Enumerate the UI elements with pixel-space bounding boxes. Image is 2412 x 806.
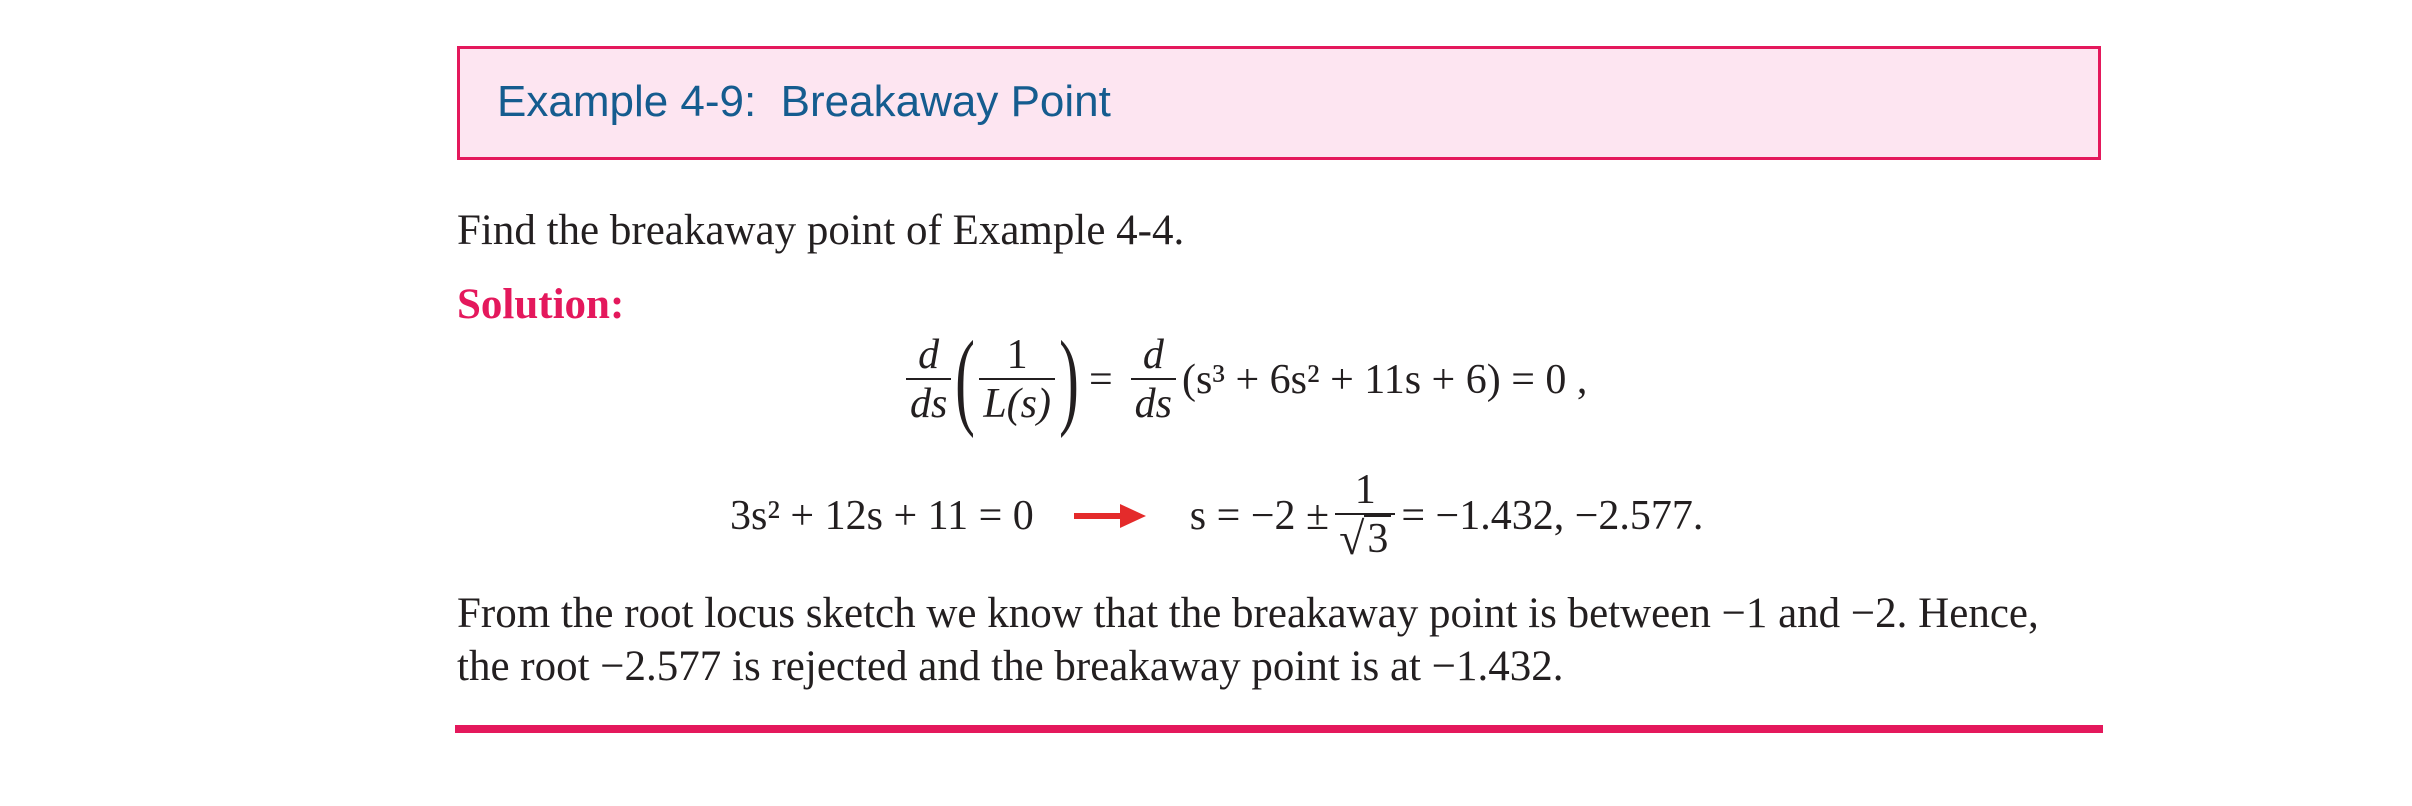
polynomial-expression: (s³ + 6s² + 11s + 6) = 0 , [1182,357,1588,403]
equals-sign: = [1088,357,1113,403]
open-paren: ( [955,320,976,439]
close-paren: ) [1059,320,1079,439]
fraction-d-ds-left: $\frac{d}{ds}$ [906,332,951,428]
quadratic-equation: 3s² + 12s + 11 = 0 [730,493,1034,539]
problem-statement: Find the breakaway point of Example 4-4. [457,207,1185,254]
fraction-1-over-L: $\frac{1}{L(s)}$ [979,332,1055,428]
equation-roots [730,456,1703,576]
example-title: Example 4-9: Breakaway Point [497,77,1111,126]
root-prefix: s = −2 ± [1189,493,1330,539]
right-arrow-icon [1074,496,1146,536]
bottom-divider [455,725,2103,733]
conclusion-line-1: From the root locus sketch we know that the breakaway point is between −1 and −2. Hence, [457,590,2039,637]
solution-label: Solution: [457,281,625,328]
example-title-box [457,46,2101,160]
conclusion-line-2: the root −2.577 is rejected and the breakaway point is at −1.432. [457,643,1564,690]
root-values: = −1.432, −2.577. [1401,493,1704,539]
sqrt-icon: √ 3 [1339,515,1391,561]
equation-derivative [900,320,1587,440]
fraction-1-over-sqrt3: 1 √ 3 [1335,467,1395,565]
fraction-d-ds-right: $\frac{d}{ds}$ [1131,332,1176,428]
